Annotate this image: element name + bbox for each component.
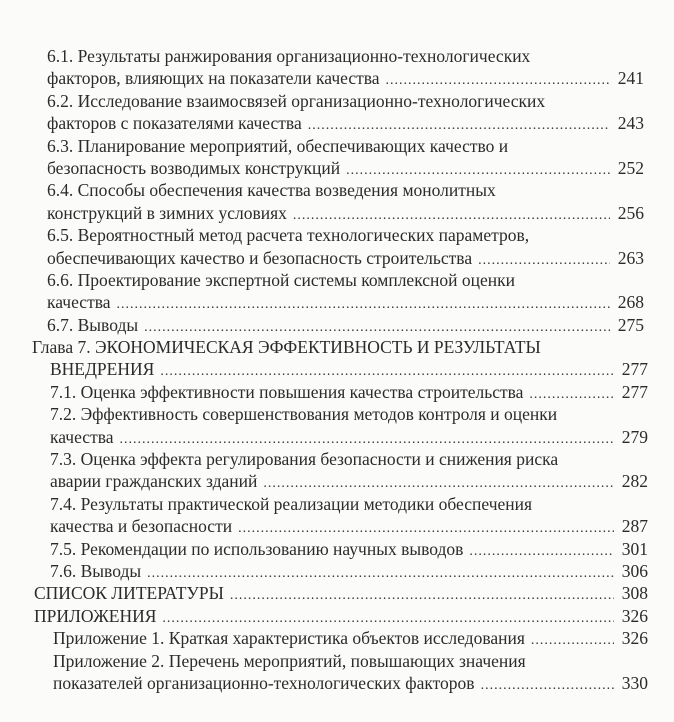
toc-entry-7-4 (0, 493, 674, 538)
toc-entry-references (0, 582, 674, 604)
entry-title-line: 7.4. Результаты практической реализации методики обеспечения (50, 493, 533, 514)
entry-title-line: конструкций в зимних условиях (47, 202, 287, 223)
page-number: 308 (621, 583, 648, 604)
entry-title-line: аварии гражданских зданий (50, 471, 258, 492)
section-title-line: ПРИЛОЖЕНИЯ (34, 605, 157, 626)
entry-title-line: показателей организационно-технологических факторов (53, 672, 475, 693)
page-number: 241 (617, 68, 644, 89)
page-number: 277 (621, 359, 648, 380)
page-number: 277 (621, 381, 648, 402)
page-number: 330 (621, 672, 648, 693)
page-number: 256 (617, 202, 644, 223)
page-number: 287 (621, 516, 648, 537)
page-number: 306 (621, 560, 648, 581)
entry-title-line: 7.2. Эффективность совершенствования методов контроля и оценки (50, 404, 558, 425)
toc-entry-appendix-1 (0, 627, 674, 649)
toc-entry-appendix-2 (0, 650, 674, 695)
toc-entry-7-5 (0, 538, 674, 560)
page-number: 275 (617, 314, 644, 335)
entry-title-line: 7.5. Рекомендации по использованию научных выводов (50, 538, 464, 559)
toc-entry-7-1 (0, 381, 674, 403)
entry-title-line: 6.3. Планирование мероприятий, обеспечивающих качество и (47, 135, 509, 156)
toc-entry-6-4 (0, 179, 674, 224)
entry-title-line: 7.3. Оценка эффекта регулирования безопасности и снижения риска (50, 449, 559, 470)
chapter-title-line: ВНЕДРЕНИЯ (50, 359, 155, 380)
toc-entry-7-6 (0, 560, 674, 582)
entry-title-line: 6.1. Результаты ранжирования организационно-технологических (47, 46, 531, 66)
entry-title-line: безопасность возводимых конструкций (47, 157, 341, 178)
page-number: 279 (621, 426, 648, 447)
entry-title-line: факторов, влияющих на показатели качества (47, 68, 380, 89)
entry-title-line: 6.5. Вероятностный метод расчета технологических параметров, (47, 225, 530, 246)
entry-title-line: качества (50, 426, 114, 447)
entry-title-line: Приложение 1. Краткая характеристика объектов исследования (53, 628, 525, 649)
toc-entry-6-5 (0, 224, 674, 269)
entry-title-line: качества и безопасности (50, 516, 233, 537)
toc-entry-6-3 (0, 135, 674, 180)
toc-entry-6-6 (0, 269, 674, 314)
toc-entry-6-1 (0, 45, 674, 90)
entry-title-line: 7.1. Оценка эффективности повышения качества строительства (50, 381, 524, 402)
toc-entry-appendices (0, 605, 674, 627)
entry-title-line: обеспечивающих качество и безопасность строительства (47, 247, 473, 268)
toc-entry-6-2 (0, 90, 674, 135)
entry-title-line: 6.6. Проектирование экспертной системы комплексной оценки (47, 269, 515, 290)
toc-entry-7-3 (0, 448, 674, 493)
toc-entry-chapter-7 (0, 336, 674, 381)
toc-entry-7-2 (0, 403, 674, 448)
section-title-line: СПИСОК ЛИТЕРАТУРЫ (34, 583, 224, 604)
entry-title-line: Приложение 2. Перечень мероприятий, повышающих значения (53, 650, 526, 671)
table-of-contents (0, 45, 674, 694)
page-number: 301 (621, 538, 648, 559)
entry-title-line: качества (47, 292, 111, 313)
chapter-title-line: Глава 7. ЭКОНОМИЧЕСКАЯ ЭФФЕКТИВНОСТЬ И РЕЗУЛЬТАТЫ (32, 337, 541, 358)
page-number: 243 (617, 113, 644, 134)
toc-entry-6-7 (0, 314, 674, 336)
page-number: 326 (621, 628, 648, 649)
entry-title-line: 6.7. Выводы (47, 314, 139, 335)
entry-title-line: 6.2. Исследование взаимосвязей организационно-технологических (47, 90, 546, 111)
page-number: 326 (621, 605, 648, 626)
entry-title-line: 6.4. Способы обеспечения качества возведения монолитных (47, 180, 496, 201)
entry-title-line: 7.6. Выводы (50, 560, 142, 581)
page-number: 268 (617, 292, 644, 313)
page-number: 252 (617, 157, 644, 178)
dot-leader (481, 675, 614, 697)
entry-title-line: факторов с показателями качества (47, 113, 302, 134)
page-number: 263 (617, 247, 644, 268)
page-number: 282 (621, 471, 648, 492)
